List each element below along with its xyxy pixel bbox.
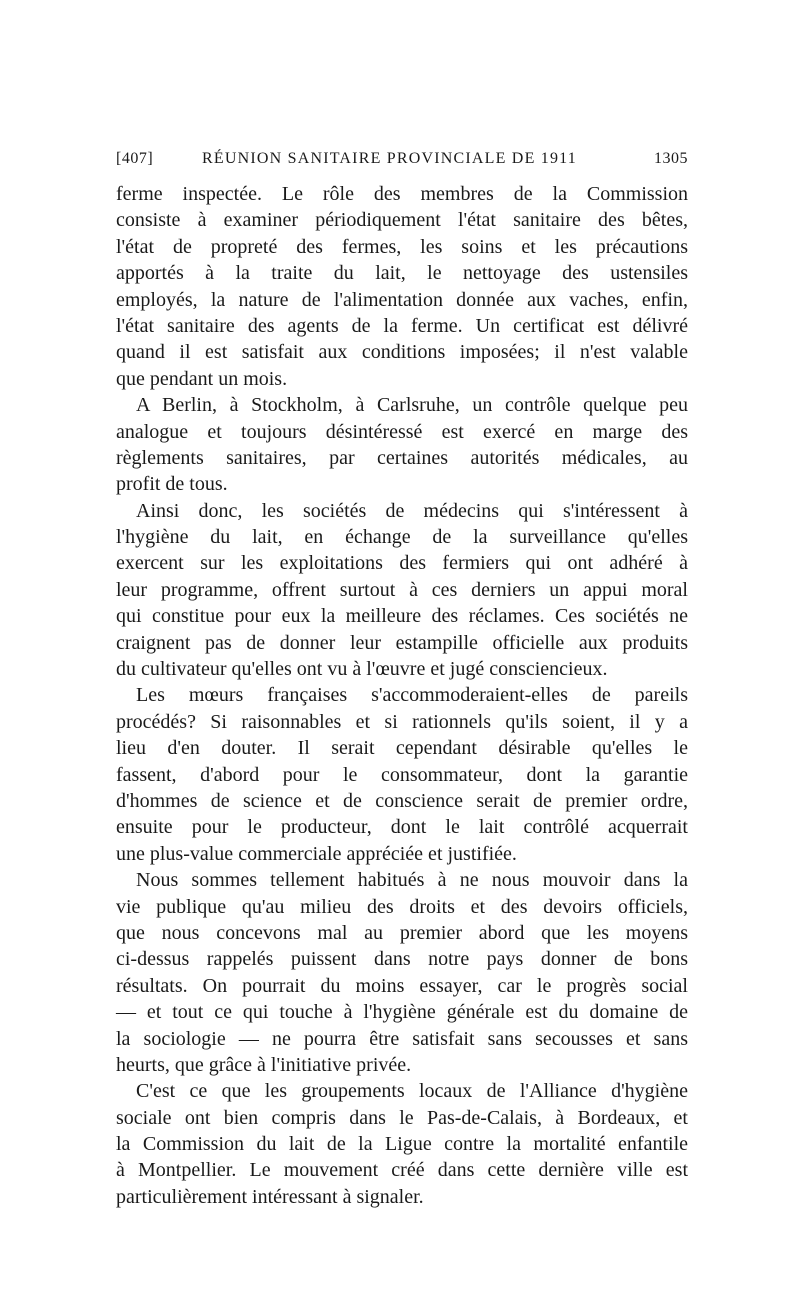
text-line: analogue et toujours désintéressé est exercé en marge des bbox=[116, 420, 688, 443]
text-line: procédés? Si raisonnables et si rationnels qu'ils soient, il y a bbox=[116, 710, 688, 733]
text-line: consiste à examiner périodiquement l'état sanitaire des bêtes, bbox=[116, 209, 688, 232]
text-line: ensuite pour le producteur, dont le lait contrôlé acquerrait bbox=[116, 816, 688, 839]
running-head bbox=[116, 150, 688, 174]
text-line: exercent sur les exploitations des fermiers qui ont adhéré à bbox=[116, 552, 688, 575]
text-line: la sociologie — ne pourra être satisfait sans secousses et sans bbox=[116, 1027, 688, 1050]
text-line: lieu d'en douter. Il serait cependant désirable qu'elles le bbox=[116, 737, 688, 760]
text-line: à Montpellier. Le mouvement créé dans cette dernière ville est bbox=[116, 1159, 688, 1182]
text-line: Les mœurs françaises s'accommoderaient-elles de pareils bbox=[136, 684, 688, 707]
text-line: l'état sanitaire des agents de la ferme. Un certificat est délivré bbox=[116, 314, 688, 337]
text-line: la Commission du lait de la Ligue contre la mortalité enfantile bbox=[116, 1133, 688, 1156]
text-line: ci-dessus rappelés puissent dans notre pays donner de bons bbox=[116, 948, 688, 971]
text-line: règlements sanitaires, par certaines autorités médicales, au bbox=[116, 446, 688, 469]
text-line: A Berlin, à Stockholm, à Carlsruhe, un contrôle quelque peu bbox=[136, 394, 688, 417]
text-line: une plus-value commerciale appréciée et justifiée. bbox=[116, 842, 517, 865]
text-line: leur programme, offrent surtout à ces derniers un appui moral bbox=[116, 578, 688, 601]
text-line: l'hygiène du lait, en échange de la surveillance qu'elles bbox=[116, 526, 688, 549]
text-line: ferme inspectée. Le rôle des membres de la Commission bbox=[116, 183, 688, 205]
text-line: qui constitue pour eux la meilleure des réclames. Ces sociétés ne bbox=[116, 605, 688, 628]
text-line: Ainsi donc, les sociétés de médecins qui s'intéressent à bbox=[136, 499, 688, 522]
text-line: profit de tous. bbox=[116, 473, 228, 496]
text-line: que nous concevons mal au premier abord que les moyens bbox=[116, 921, 688, 944]
text-line: du cultivateur qu'elles ont vu à l'œuvre et jugé consciencieux. bbox=[116, 658, 608, 681]
text-line: Nous sommes tellement habitués à ne nous mouvoir dans la bbox=[136, 869, 688, 892]
text-line: craignent pas de donner leur estampille officielle aux produits bbox=[116, 631, 688, 654]
text-line: — et tout ce qui touche à l'hygiène générale est du domaine de bbox=[116, 1001, 688, 1024]
text-line: heurts, que grâce à l'initiative privée. bbox=[116, 1053, 412, 1076]
text-line: fassent, d'abord pour le consommateur, dont la garantie bbox=[116, 763, 688, 786]
text-line: l'état de propreté des fermes, les soins et les précautions bbox=[116, 235, 688, 258]
text-line: quand il est satisfait aux conditions imposées; il n'est valable bbox=[116, 341, 688, 364]
text-line: d'hommes de science et de conscience serait de premier ordre, bbox=[116, 789, 688, 812]
page-number: 1305 bbox=[654, 150, 688, 167]
text-line: résultats. On pourrait du moins essayer, car le progrès social bbox=[116, 974, 688, 997]
text-line: vie publique qu'au milieu des droits et des devoirs officiels, bbox=[116, 895, 688, 918]
text-line: que pendant un mois. bbox=[116, 367, 288, 390]
body-text bbox=[116, 181, 688, 1210]
text-line: particulièrement intéressant à signaler. bbox=[116, 1185, 424, 1208]
running-title: RÉUNION SANITAIRE PROVINCIALE DE 1911 bbox=[202, 150, 577, 167]
text-line: apportés à la traite du lait, le nettoyage des ustensiles bbox=[116, 262, 688, 285]
text-line: employés, la nature de l'alimentation donnée aux vaches, enfin, bbox=[116, 288, 688, 311]
text-line: C'est ce que les groupements locaux de l'Alliance d'hygiène bbox=[136, 1080, 688, 1103]
page-reference: [407] bbox=[116, 150, 154, 167]
text-line: sociale ont bien compris dans le Pas-de-Calais, à Bordeaux, et bbox=[116, 1106, 688, 1129]
